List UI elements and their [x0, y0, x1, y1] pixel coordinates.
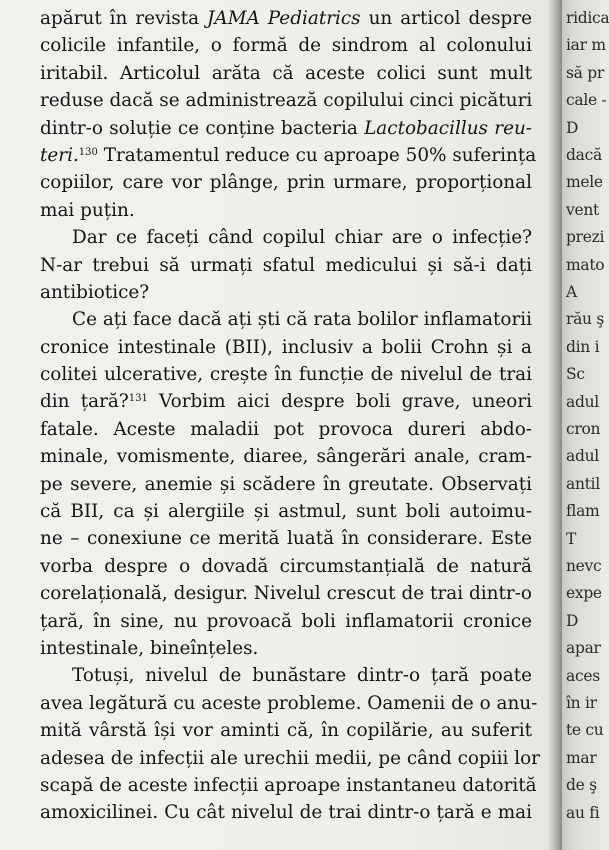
text-segment: Lactobacillus reu-: [364, 117, 533, 139]
text-segment: din țară?: [40, 391, 129, 413]
text-line: [40, 32, 532, 59]
text-line: [40, 471, 532, 498]
right-page-line-fragment: în ir: [566, 694, 597, 712]
text-line: [40, 334, 532, 361]
text-line: [40, 361, 532, 388]
right-page-line-fragment: flam: [566, 502, 600, 521]
right-page-line-fragment: iar m: [566, 36, 606, 55]
text-segment: dintr-o soluție ce conține bacteria: [40, 117, 365, 139]
text-line: [40, 635, 532, 662]
text-line: [40, 252, 532, 279]
right-page-line-fragment: de ş: [566, 776, 597, 795]
text-line: [40, 115, 532, 142]
text-line: [40, 662, 532, 689]
right-page-line-fragment: adul: [566, 392, 599, 411]
text-line: [40, 388, 532, 415]
text-segment: scapă de aceste infecții aproape instantaneu datorită: [40, 774, 537, 796]
text-line: [40, 142, 537, 169]
text-segment: pe severe, anemie și scădere în greutate. Observați: [40, 473, 532, 495]
text-line: [40, 717, 532, 744]
text-segment: Vorbim aici despre boli grave, uneori: [147, 391, 532, 413]
text-segment: cronice intestinale (BII), inclusiv a bolii Crohn și a: [40, 336, 532, 358]
body-text: [40, 5, 540, 827]
text-line: [40, 608, 532, 635]
text-segment: amoxicilinei. Cu cât nivelul de trai dintr-o țară e mai: [40, 802, 532, 824]
footnote-marker: 130: [78, 146, 98, 158]
right-page-line-fragment: A: [566, 283, 577, 301]
text-segment: avea legătură cu aceste probleme. Oamenii de o anu-: [40, 692, 538, 714]
show-through-text: [30, 208, 36, 229]
text-line: [40, 169, 532, 196]
text-line: [40, 799, 532, 826]
text-line: [40, 87, 532, 114]
right-page-line-fragment: rău ş: [566, 310, 605, 329]
right-page-line-fragment: au fi: [566, 803, 600, 822]
text-segment: fatale. Aceste maladii pot provoca dureri abdo-: [40, 418, 532, 440]
right-page-line-fragment: mele: [566, 173, 603, 192]
text-segment: apărut în revista: [40, 8, 208, 29]
text-segment: Dar ce faceți când copilul chiar are o infecție?: [72, 227, 532, 249]
right-page-line-fragment: dacă: [566, 146, 602, 164]
right-page-line-fragment: să pr: [566, 63, 604, 82]
text-line: [40, 772, 537, 799]
text-line: [40, 525, 532, 552]
right-page-line-fragment: nevc: [566, 557, 602, 575]
right-page-line-fragment: te cu: [566, 721, 604, 740]
text-segment: Totuși, nivelul de bunăstare dintr-o țară poate: [72, 665, 532, 687]
text-segment: copiilor, care vor plânge, prin urmare, proporțional: [40, 172, 532, 194]
text-segment: ne – conexiune ce merită luată în considerare. Este: [40, 528, 532, 550]
right-page: [562, 0, 609, 850]
text-segment: un articol despre: [360, 8, 532, 29]
right-page-line-fragment: Sc: [566, 365, 585, 384]
text-segment: Ce ați face dacă ați ști că rata bolilor inflamatorii: [72, 309, 532, 331]
right-page-line-fragment: mato: [566, 255, 605, 274]
text-line: [40, 5, 532, 32]
text-segment: Tratamentul reduce cu aproape 50% suferința: [97, 144, 537, 166]
text-segment: minale, vomismente, diaree, sângerări anale, cram-: [40, 446, 532, 468]
text-segment: mită vârstă își vor aminti că, în copilărie, au suferit: [40, 720, 532, 742]
text-line: [40, 443, 532, 470]
text-line: [40, 498, 532, 525]
right-page-line-fragment: vent: [566, 200, 599, 219]
text-segment: iritabil. Articolul arăta că aceste colici sunt mult: [40, 62, 532, 84]
text-segment: colitei ulcerative, crește în funcție de nivelul de trai: [40, 364, 532, 386]
right-page-line-fragment: mar: [566, 748, 597, 767]
text-segment: N-ar trebui să urmați sfatul medicului și să-i dați: [40, 254, 532, 276]
right-page-line-fragment: din i: [566, 337, 600, 356]
text-segment: că BII, ca și alergiile și astmul, sunt boli autoimu-: [40, 501, 532, 523]
text-line: [40, 306, 532, 333]
text-segment: teri.: [40, 144, 79, 166]
text-segment: adesea de infecții ale urechii medii, pe când copiii lor: [40, 747, 540, 769]
right-page-line-fragment: D: [566, 118, 579, 137]
text-segment: corelațională, desigur. Nivelul crescut de trai dintr-o: [40, 583, 532, 605]
right-page-line-fragment: cron: [566, 420, 601, 438]
text-line: [40, 553, 532, 580]
right-page-line-fragment: cale -: [566, 91, 607, 110]
right-page-line-fragment: antil: [566, 474, 600, 493]
text-segment: colicile infantile, o formă de sindrom al colonului: [40, 35, 532, 57]
text-segment: intestinale, bineînțeles.: [40, 637, 259, 659]
right-page-line-fragment: apar: [566, 639, 601, 658]
text-line: [40, 416, 532, 443]
right-page-line-fragment: aces: [566, 666, 600, 685]
text-line: [40, 279, 532, 306]
right-page-line-fragment: expe: [566, 584, 602, 603]
right-page-line-fragment: prezi: [566, 228, 605, 247]
right-page-line-fragment: ridica: [566, 9, 609, 27]
text-segment: mai puțin.: [40, 199, 135, 221]
right-page-line-fragment: D: [566, 611, 579, 630]
right-page-line-fragment: adul: [566, 447, 599, 466]
text-segment: vorba despre o dovadă circumstanțială de natură: [40, 555, 532, 577]
text-line: [40, 224, 532, 251]
text-line: [40, 580, 532, 607]
footnote-marker: 131: [128, 393, 148, 405]
text-line: [40, 745, 540, 772]
text-segment: reduse dacă se administrează copilului cinci picături: [40, 90, 533, 112]
text-line: [40, 690, 538, 717]
text-segment: țară, în sine, nu provoacă boli inflamatorii cronice: [40, 610, 532, 632]
right-page-line-fragment: T: [566, 529, 577, 548]
text-line: [40, 60, 532, 87]
text-line: [40, 197, 532, 224]
text-segment: antibiotice?: [40, 281, 150, 303]
text-segment: JAMA Pediatrics: [207, 8, 361, 29]
